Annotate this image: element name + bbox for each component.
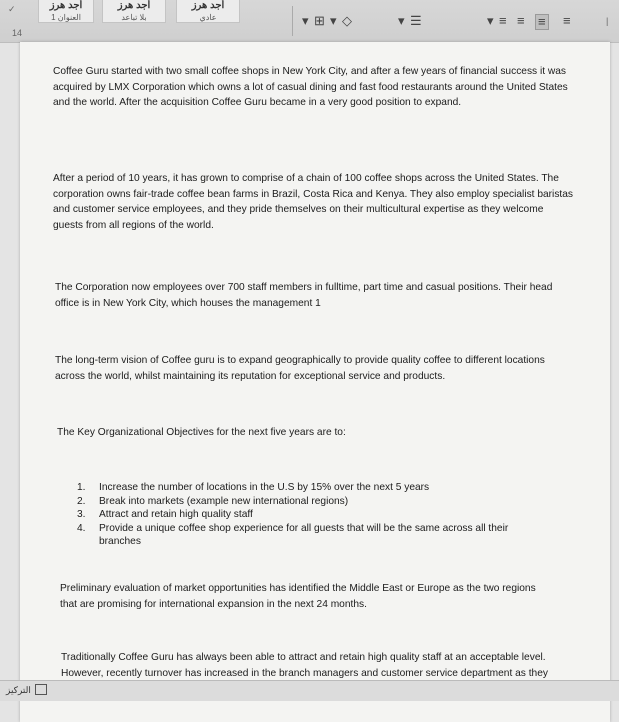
list-item-number: 2. <box>77 495 86 507</box>
shading-icon[interactable]: ◇ <box>342 13 352 28</box>
ruler-mark: 14 <box>12 28 23 38</box>
align-center-icon[interactable]: ≡ <box>535 14 549 30</box>
ribbon-edge-mark: | <box>606 16 609 26</box>
align-justify-icon[interactable]: ≡ <box>499 13 507 28</box>
align-dropdown-arrow[interactable]: ▾ <box>487 13 494 28</box>
paragraph-staff: The Corporation now employees over 700 staff members in fulltime, part time and casual positions. Their head office is in New York City, which houses the management 1 <box>55 282 553 309</box>
align-left-icon[interactable]: ≡ <box>563 13 571 28</box>
paragraph-vision: The long-term vision of Coffee guru is to expand geographically to provide quality coffee to different locations across the world, whilst maintaining its reputation for exceptional service and products. <box>55 355 545 382</box>
borders-dropdown-arrow[interactable]: ▾ <box>302 13 309 28</box>
list-icon[interactable]: ☰ <box>410 13 422 28</box>
list-item <box>77 508 532 522</box>
list-item-text: Attract and retain high quality staff <box>99 509 253 520</box>
list-item-text: Provide a unique coffee shop experience for all guests that will be the same across all their branches <box>99 522 509 547</box>
style-no-spacing-label: بلا تباعد <box>121 13 147 22</box>
status-bar <box>0 680 619 701</box>
paragraph-market-evaluation: Preliminary evaluation of market opportunities has identified the Middle East or Europe as the two regions that are promising for international expansion in the next 24 months. <box>60 583 536 610</box>
style-normal[interactable] <box>176 0 240 23</box>
list-dropdown-arrow[interactable]: ▾ <box>398 13 405 28</box>
list-item-number: 1. <box>77 482 86 493</box>
paragraph-objectives-intro: The Key Organizational Objectives for the next five years are to: <box>57 427 346 438</box>
toolbar-separator <box>292 6 293 36</box>
style-no-spacing-sample: أجد هرز <box>117 0 151 11</box>
style-heading-1[interactable] <box>38 0 94 23</box>
shading-dropdown-arrow[interactable]: ▾ <box>330 13 337 28</box>
list-item <box>77 495 532 509</box>
style-heading-1-label: العنوان 1 <box>51 13 81 22</box>
list-item-text: Increase the number of locations in the U.S by 15% over the next 5 years <box>99 482 430 493</box>
list-item-number: 4. <box>77 522 86 534</box>
paragraph-growth: After a period of 10 years, it has grown to comprise of a chain of 100 coffee shops across the United States. The corporation owns fair-trade coffee bean farms in Brazil, Costa Rica and Kenya. They also employ specialist baristas and customer service employees, and they pride themselves on their multicultural expertise as they welcome guests from all regions of the world. <box>53 173 574 231</box>
style-normal-label: عادي <box>199 13 217 22</box>
style-normal-sample: أجد هرز <box>191 0 225 11</box>
ribbon-toolbar <box>0 0 619 43</box>
focus-mode-icon[interactable] <box>35 684 47 695</box>
style-no-spacing[interactable] <box>102 0 166 23</box>
paragraph-intro: Coffee Guru started with two small coffee shops in New York City, and after a few years of financial success it was acquired by LMX Corporation which owns a lot of casual dining and fast food restaurants around the United States and the world. After the acquisition Coffee Guru became in a very good position to expand. <box>53 66 568 108</box>
list-item-text: Break into markets (example new international regions) <box>99 495 349 507</box>
objectives-list <box>77 481 532 549</box>
ruler-mark-left: ✓ <box>8 4 16 14</box>
borders-icon[interactable]: ⊞ <box>314 13 325 28</box>
paragraph-staff-retention: Traditionally Coffee Guru has always been able to attract and retain high quality staff at an acceptable level. However, recently turnover has increased in the branch managers and customer service department as they <box>61 652 548 679</box>
list-item <box>77 522 532 549</box>
list-item <box>77 481 532 495</box>
document-page[interactable] <box>20 42 610 722</box>
align-right-icon[interactable]: ≡ <box>517 13 525 28</box>
list-item-number: 3. <box>77 509 86 520</box>
focus-mode-label[interactable]: التركيز <box>6 685 31 695</box>
style-heading-1-sample: أجد هرز <box>49 0 83 11</box>
